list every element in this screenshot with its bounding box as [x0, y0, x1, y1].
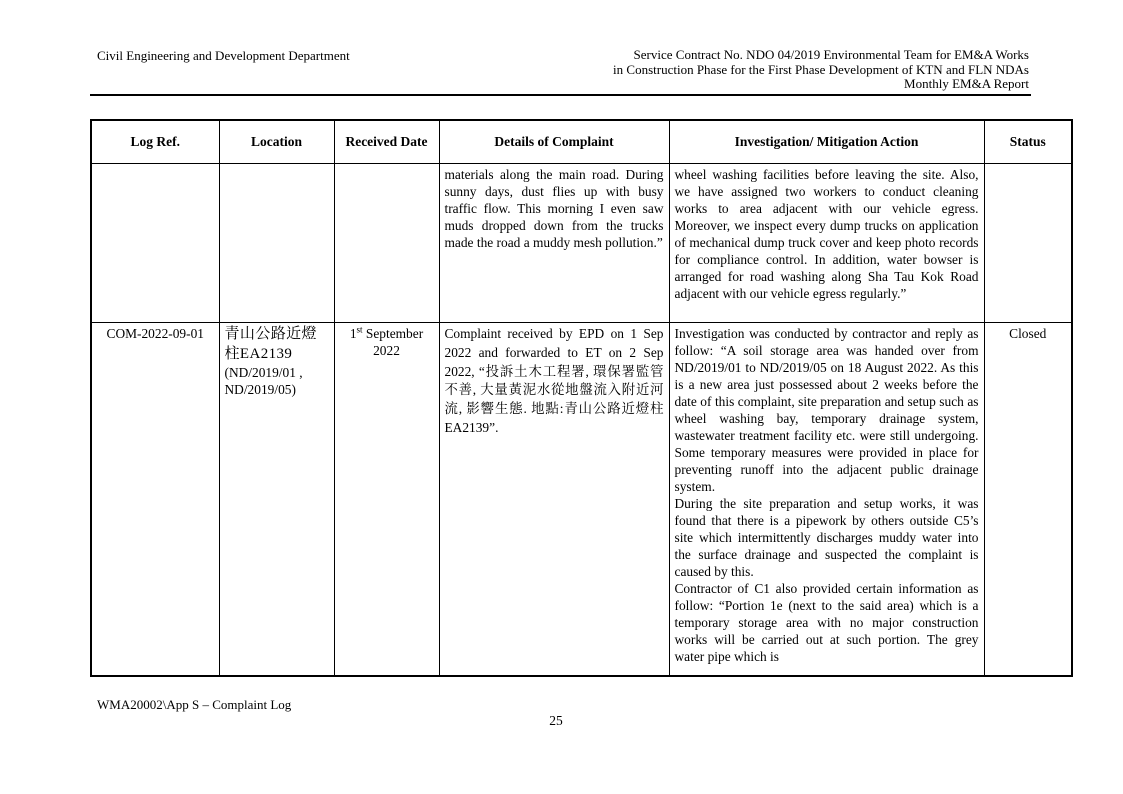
header-contract-line-1: Service Contract No. NDO 04/2019 Environmental Team for EM&A Works	[633, 47, 1029, 62]
cell-investigation	[669, 323, 984, 676]
cell-location	[219, 323, 334, 676]
table-header-row	[91, 120, 1072, 164]
location-contracts: (ND/2019/01 , ND/2019/05)	[224, 365, 303, 397]
col-header-investigation: Investigation/ Mitigation Action	[669, 120, 984, 164]
col-header-location: Location	[219, 120, 334, 164]
table-row-continuation	[91, 164, 1072, 323]
cell-investigation: wheel washing facilities before leaving the site. Also, we have assigned two workers to conduct cleaning works to area adjacent with our vehicle egress. Moreover, we inspect every dump trucks on application of mechanical dump truck cover and keep photo records for compliance control. In addition, water bowser is arranged for road washing along Sha Tau Kok Road adjacent with our vehicle egress regularly.”	[669, 164, 984, 323]
header-department: Civil Engineering and Development Department	[97, 48, 350, 63]
header-contract-info	[613, 48, 1029, 92]
col-header-details: Details of Complaint	[439, 120, 669, 164]
cell-status: Closed	[984, 323, 1072, 676]
cell-status	[984, 164, 1072, 323]
cell-log-ref	[91, 164, 219, 323]
cell-details: Complaint received by EPD on 1 Sep 2022 and forwarded to ET on 2 Sep 2022, “投訴土木工程署, 環保署監管不善, 大量黃泥水從地盤流入附近河流, 影響生態. 地點:青山公路近燈柱EA2139”.	[439, 323, 669, 676]
received-date-ordinal: st	[356, 324, 363, 335]
received-date-day: 1	[349, 326, 357, 341]
investigation-paragraph-3: Contractor of C1 also provided certain information as follow: “Portion 1e (next to the said area) which is a temporary storage area with no major construction works will be carried out at such portion. The grey water pipe which is	[674, 581, 979, 664]
cell-details: materials along the main road. During sunny days, dust flies up with busy traffic flow. This morning I even saw muds dropped down from the trucks made the road a muddy mesh pollution.”	[439, 164, 669, 323]
cell-log-ref: COM-2022-09-01	[91, 323, 219, 676]
col-header-received-date: Received Date	[334, 120, 439, 164]
investigation-paragraph-2: During the site preparation and setup works, it was found that there is a pipework by others outside C5’s site which intermittently discharges muddy water into the surface drainage and suspected the complaint is caused by this.	[674, 496, 979, 579]
col-header-log-ref: Log Ref.	[91, 120, 219, 164]
page-number: 25	[549, 713, 563, 728]
header-contract-line-2: in Construction Phase for the First Phase Development of KTN and FLN NDAs	[613, 61, 1029, 77]
cell-received-date	[334, 164, 439, 323]
footer-reference: WMA20002\App S – Complaint Log	[97, 697, 292, 712]
col-header-status: Status	[984, 120, 1072, 164]
cell-received-date	[334, 323, 439, 676]
header-divider	[90, 94, 1031, 96]
header-report-title: Monthly EM&A Report	[904, 76, 1029, 92]
table-row-com-2022-09-01	[91, 323, 1072, 676]
location-name: 青山公路近燈柱EA2139	[224, 326, 317, 362]
cell-location	[219, 164, 334, 323]
received-date-rest: September 2022	[362, 326, 424, 358]
investigation-paragraph-1: Investigation was conducted by contractor and reply as follow: “A soil storage area was handed over from ND/2019/01 to ND/2019/05 on 18 August 2022. As this is a new area just possessed about 2 weeks before the date of this complaint, site preparation and setup such as wheel washing bay, temporary drainage system, wastewater treatment facility etc. were still undergoing. Some temporary measures were provided in place for preventing runoff into the adjacent public drainage system.	[674, 326, 979, 494]
complaint-log-table	[90, 119, 1073, 677]
